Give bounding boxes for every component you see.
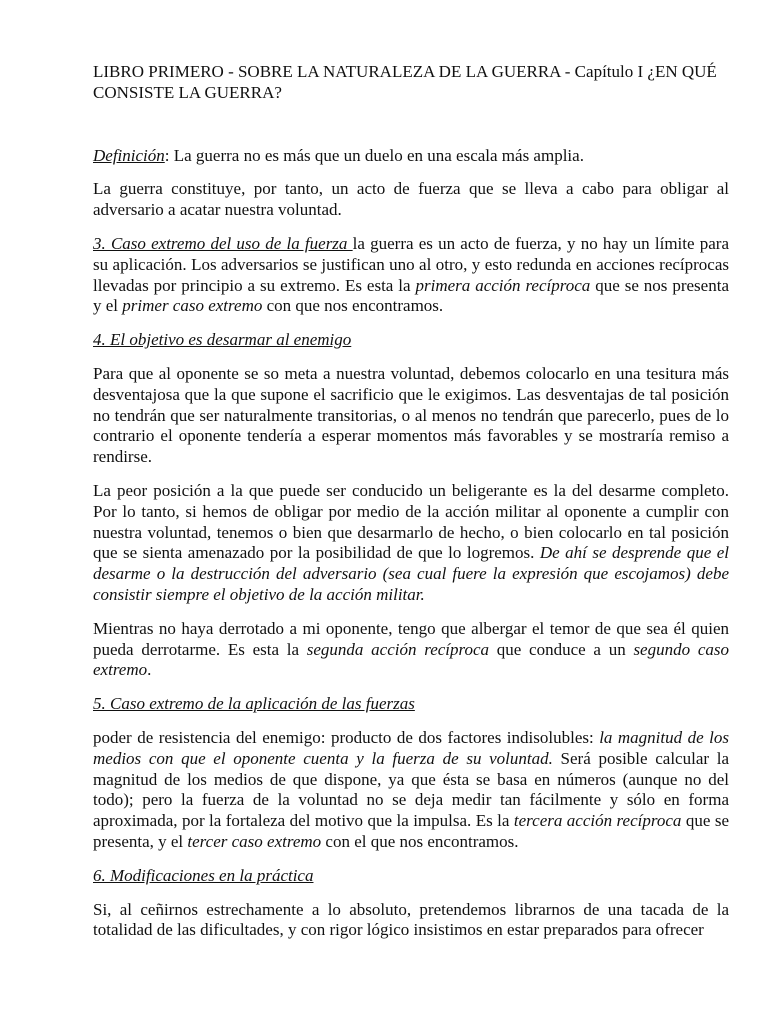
section-6-heading (93, 866, 729, 887)
section-4-text: Mientras no haya derrotado a mi oponente, tengo que albergar el temor de que sea él quien pueda derrotarme. Es esta la (93, 618, 729, 659)
section-4-paragraph (93, 481, 729, 606)
section-3-heading: 3. Caso extremo del uso de la fuerza (93, 233, 353, 253)
section-3-text: la guerra es un acto de fuerza, y no hay un límite para su aplicación. Los adversarios se justifican uno al otro, y esto redunda en acciones recíprocas llevadas por principio a su extremo. Es esta la (93, 233, 729, 295)
section-4-emphasis: segundo caso extremo (93, 639, 729, 680)
section-3-emphasis: primer caso extremo (122, 296, 263, 316)
section-3-text: que se nos presenta y el (93, 275, 729, 316)
section-4-emphasis: De ahí se desprende que el desarme o la destrucción del adversario (sea cual fuere la expresión que escojamos) debe consistir siempre el objetivo de la acción militar. (93, 543, 729, 604)
section-3-paragraph (93, 234, 729, 317)
definition-paragraph (93, 146, 729, 167)
section-5-emphasis: tercera acción recíproca (513, 811, 682, 831)
section-4-heading (93, 330, 729, 351)
section-5-heading (93, 694, 729, 715)
section-5-paragraph (93, 728, 729, 853)
section-6-heading-text: 6. Modificaciones en la práctica (93, 865, 314, 885)
section-5-emphasis: tercer caso extremo (187, 831, 322, 851)
section-5-text: que se presenta, y el (93, 811, 729, 851)
section-4-text: que conduce a un (489, 639, 634, 659)
definition-label: Definición (93, 145, 165, 165)
intro-paragraph: La guerra constituye, por tanto, un acto de fuerza que se lleva a cabo para obligar al adversario a acatar nuestra voluntad. (93, 179, 729, 220)
section-4-emphasis: segunda acción recíproca (306, 639, 490, 659)
section-3-emphasis: primera acción recíproca (415, 275, 591, 295)
document-body (93, 62, 729, 954)
chapter-title: LIBRO PRIMERO - SOBRE LA NATURALEZA DE LA GUERRA - Capítulo I ¿EN QUÉ CONSISTE LA GUERRA? (93, 62, 717, 102)
section-5-text: poder de resistencia del enemigo: producto de dos factores indisolubles: (93, 727, 600, 747)
section-4-paragraph: Para que al oponente se so meta a nuestra voluntad, debemos colocarlo en una tesitura más desventajosa que la que supone el sacrificio que le exigimos. Las desventajas de tal posición no tendrán que ser naturalmente transitorias, o al menos no tendrán que parecerlo, pues de lo contrario el oponente tendería a esperar momentos más favorables y se mostraría remiso a rendirse. (93, 363, 729, 467)
section-5-text: con el que nos encontramos. (321, 831, 519, 851)
section-6-paragraph: Si, al ceñirnos estrechamente a lo absoluto, pretendemos librarnos de una tacada de la totalidad de las dificultades, y con rigor lógico insistimos en estar preparados para ofrecer (93, 899, 729, 940)
definition-text: : La guerra no es más que un duelo en una escala más amplia. (164, 145, 584, 165)
section-4-paragraph (93, 619, 729, 681)
section-4-text: La peor posición a la que puede ser conducido un beligerante es la del desarme completo. Por lo tanto, si hemos de obligar por medio de la acción militar al oponente a cumplir con nuestra voluntad, tenemos o bien que desarmarlo de hecho, o bien colocarlo en tal posición que se sienta amenazado por la posibilidad de que lo logremos. (93, 480, 729, 563)
section-4-text: . (147, 660, 152, 680)
section-4-heading-text: 4. El objetivo es desarmar al enemigo (93, 330, 352, 350)
section-5-emphasis: la magnitud de los medios con que el oponente cuenta y la fuerza de su voluntad. (93, 727, 729, 768)
section-3-text: con que nos encontramos. (262, 296, 444, 316)
section-5-text: Será posible calcular la magnitud de los medios de que dispone, ya que ésta se basa en números (aunque no del todo); pero la fuerza de la voluntad no se deja medir tan fácilmente y sólo en forma aproximada, por la fortaleza del motivo que la impulsa. Es la (93, 748, 729, 831)
section-5-heading-text: 5. Caso extremo de la aplicación de las fuerzas (93, 694, 415, 714)
